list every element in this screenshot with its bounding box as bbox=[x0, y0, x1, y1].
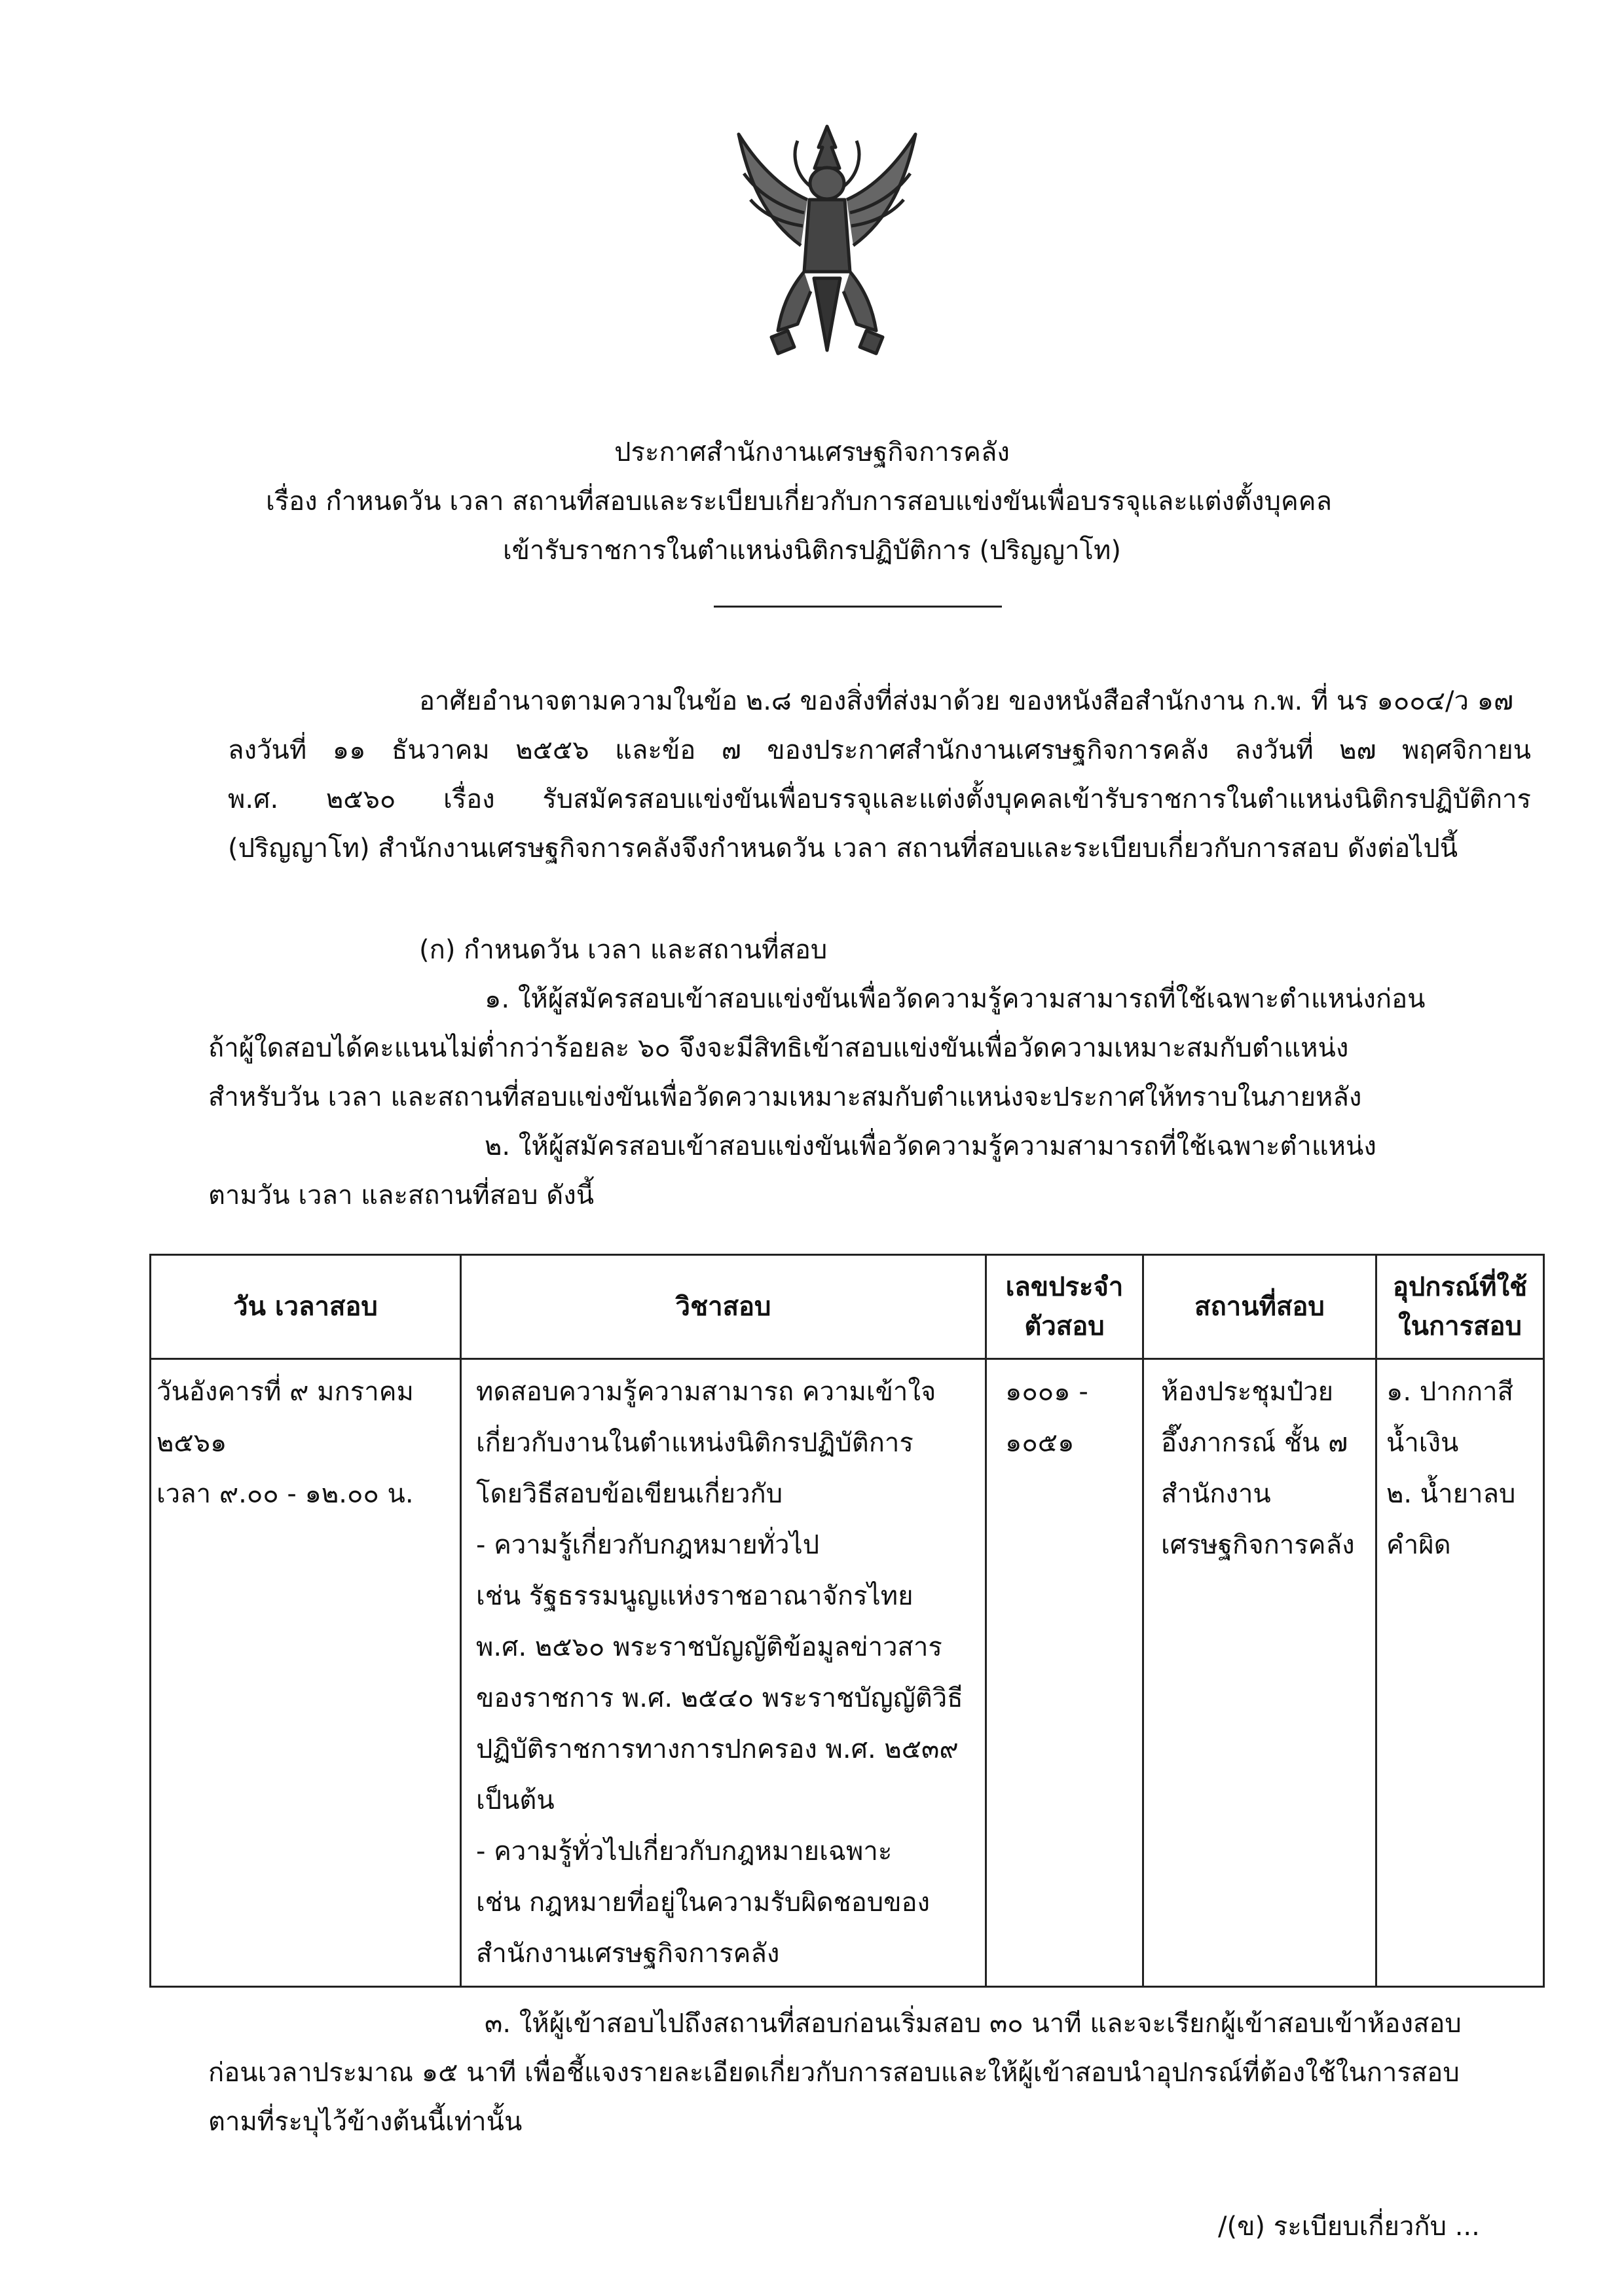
preamble-line: (ปริญญาโท) สำนักงานเศรษฐกิจการคลังจึงกำหนดวัน เวลา สถานที่สอบและระเบียบเกี่ยวกับการสอบ ดังต่อไปนี้ bbox=[228, 833, 1458, 864]
item3-line: ก่อนเวลาประมาณ ๑๕ นาที เพื่อชี้แจงรายละเอียดเกี่ยวกับการสอบและให้ผู้เข้าสอบนำอุปกรณ์ที่ต้องใช้ในการสอบ bbox=[208, 2058, 1460, 2088]
column-header-exam-id: เลขประจำ ตัวสอบ bbox=[986, 1255, 1143, 1359]
item1-line: ๑. ให้ผู้สมัครสอบเข้าสอบแข่งขันเพื่อวัดความรู้ความสามารถที่ใช้เฉพาะตำแหน่งก่อน bbox=[485, 984, 1426, 1014]
garuda-emblem-icon bbox=[732, 121, 922, 363]
column-header-date: วัน เวลาสอบ bbox=[151, 1255, 461, 1359]
continuation-marker: /(ข) ระเบียบเกี่ยวกับ ... bbox=[1218, 2212, 1480, 2242]
cell-subject: ทดสอบความรู้ความสามารถ ความเข้าใจ เกี่ยวกับงานในตำแหน่งนิติกรปฏิบัติการ โดยวิธีสอบข้อเขียนเกี่ยวกับ - ความรู้เกี่ยวกับกฎหมายทั่วไป เช่น รัฐธรรมนูญแห่งราชอาณาจักรไทย พ.ศ. ๒๕๖๐ พระราชบัญญัติข้อมูลข่าวสาร ของราชการ พ.ศ. ๒๕๔๐ พระราชบัญญัติวิธี ปฏิบัติราชการทางการปกครอง พ.ศ. ๒๕๓๙ เป็นต้น - ความรู้ทั่วไปเกี่ยวกับกฎหมายเฉพาะ เช่น กฎหมายที่อยู่ในความรับผิดชอบของ สำนักงานเศรษฐกิจการคลัง bbox=[461, 1359, 986, 1987]
preamble-line: อาศัยอำนาจตามความในข้อ ๒.๘ ของสิ่งที่ส่งมาด้วย ของหนังสือสำนักงาน ก.พ. ที่ นร ๑๐๐๔/ว ๑๗ bbox=[419, 686, 1514, 716]
item1-line: สำหรับวัน เวลา และสถานที่สอบแข่งขันเพื่อวัดความเหมาะสมกับตำแหน่งจะประกาศให้ทราบในภายหลัง bbox=[208, 1082, 1362, 1112]
cell-date: วันอังคารที่ ๙ มกราคม ๒๕๖๑ เวลา ๙.๐๐ - ๑๒.๐๐ น. bbox=[151, 1359, 461, 1987]
exam-schedule-table bbox=[149, 1254, 1545, 1988]
table-row bbox=[151, 1359, 1544, 1987]
cell-venue: ห้องประชุมป๋วย อึ๊งภากรณ์ ชั้น ๗ สำนักงาน เศรษฐกิจการคลัง bbox=[1143, 1359, 1376, 1987]
cell-equipment: ๑. ปากกาสี น้ำเงิน ๒. น้ำยาลบ คำผิด bbox=[1376, 1359, 1544, 1987]
item3-line: ตามที่ระบุไว้ข้างต้นนี้เท่านั้น bbox=[208, 2107, 523, 2137]
column-header-subject: วิชาสอบ bbox=[461, 1255, 986, 1359]
column-header-venue: สถานที่สอบ bbox=[1143, 1255, 1376, 1359]
item1-line: ถ้าผู้ใดสอบได้คะแนนไม่ต่ำกว่าร้อยละ ๖๐ จึงจะมีสิทธิเข้าสอบแข่งขันเพื่อวัดความเหมาะสมกับตำแหน่ง bbox=[208, 1033, 1349, 1063]
section-a-heading: (ก) กำหนดวัน เวลา และสถานที่สอบ bbox=[419, 935, 828, 965]
announcement-title: ประกาศสำนักงานเศรษฐกิจการคลัง bbox=[614, 437, 1010, 467]
preamble-line: ลงวันที่ ๑๑ ธันวาคม ๒๕๕๖ และข้อ ๗ ของประกาศสำนักงานเศรษฐกิจการคลัง ลงวันที่ ๒๗ พฤศจิกายน bbox=[228, 735, 1531, 765]
column-header-equipment: อุปกรณ์ที่ใช้ ในการสอบ bbox=[1376, 1255, 1544, 1359]
item2-line: ๒. ให้ผู้สมัครสอบเข้าสอบแข่งขันเพื่อวัดความรู้ความสามารถที่ใช้เฉพาะตำแหน่ง bbox=[485, 1131, 1376, 1161]
preamble-line: พ.ศ. ๒๕๖๐ เรื่อง รับสมัครสอบแข่งขันเพื่อบรรจุและแต่งตั้งบุคคลเข้ารับราชการในตำแหน่งนิติกรปฏิบัติการ bbox=[228, 784, 1531, 814]
table-header-row bbox=[151, 1255, 1544, 1359]
item2-line: ตามวัน เวลา และสถานที่สอบ ดังนี้ bbox=[208, 1180, 595, 1211]
title-divider bbox=[714, 606, 1002, 608]
cell-exam-ids: ๑๐๐๑ - ๑๐๕๑ bbox=[986, 1359, 1143, 1987]
subject-line-1: เรื่อง กำหนดวัน เวลา สถานที่สอบและระเบียบเกี่ยวกับการสอบแข่งขันเพื่อบรรจุและแต่งตั้งบุคคล bbox=[266, 486, 1332, 517]
subject-line-2: เข้ารับราชการในตำแหน่งนิติกรปฏิบัติการ (ปริญญาโท) bbox=[502, 536, 1122, 566]
item3-line: ๓. ให้ผู้เข้าสอบไปถึงสถานที่สอบก่อนเริ่มสอบ ๓๐ นาที และจะเรียกผู้เข้าสอบเข้าห้องสอบ bbox=[485, 2009, 1462, 2039]
